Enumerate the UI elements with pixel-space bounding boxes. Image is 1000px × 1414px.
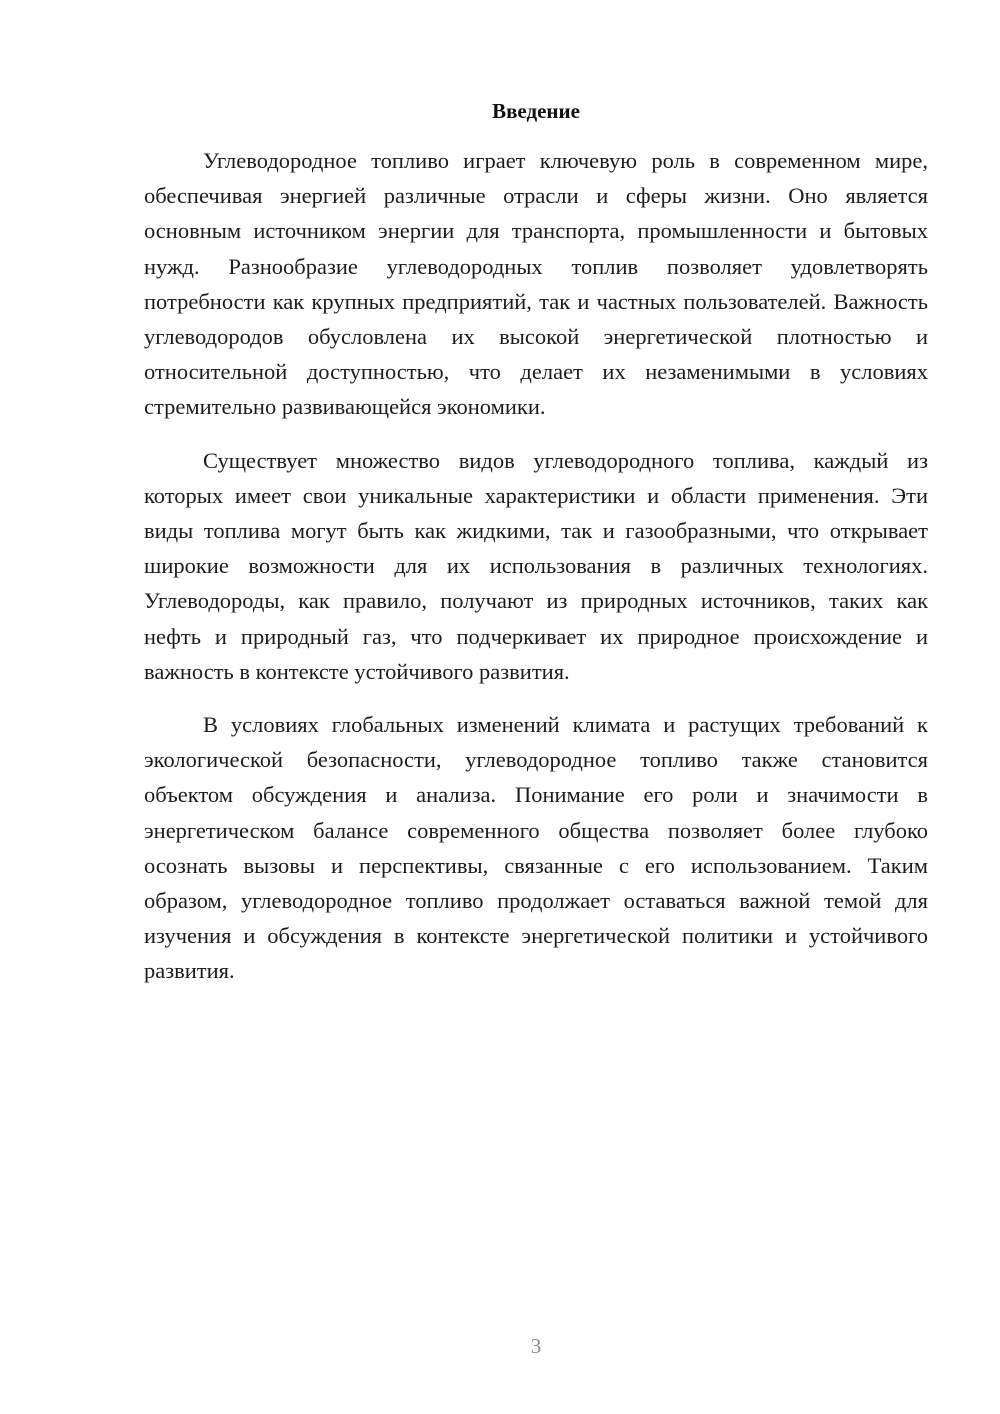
body-text xyxy=(144,143,928,989)
page-number: 3 xyxy=(530,1334,542,1358)
section-heading: Введение xyxy=(492,99,580,123)
paragraph-3: В условиях глобальных изменений климата и растущих требований к экологической безопасности, углеводородное топливо также становится объектом обсуждения и анализа. Понимание его роли и значимости в энергетическом балансе современного общества позволяет более глубоко осознать вызовы и перспективы, связанные с его использованием. Таким образом, углеводородное топливо продолжает оставаться важной темой для изучения и обсуждения в контексте энергетической политики и устойчивого развития. xyxy=(144,712,928,984)
paragraph-2: Существует множество видов углеводородного топлива, каждый из которых имеет свои уникальные характеристики и области применения. Эти виды топлива могут быть как жидкими, так и газообразными, что открывает широкие возможности для их использования в различных технологиях. Углеводороды, как правило, получают из природных источников, таких как нефть и природный газ, что подчеркивает их природное происхождение и важность в контексте устойчивого развития. xyxy=(144,447,928,684)
paragraph-1: Углеводородное топливо играет ключевую роль в современном мире, обеспечивая энергией различные отрасли и сферы жизни. Оно является основным источником энергии для транспорта, промышленности и бытовых нужд. Разнообразие углеводородных топлив позволяет удовлетворять потребности как крупных предприятий, так и частных пользователей. Важность углеводородов обусловлена их высокой энергетической плотностью и относительной доступностью, что делает их незаменимыми в условиях стремительно развивающейся экономики. xyxy=(144,148,928,420)
